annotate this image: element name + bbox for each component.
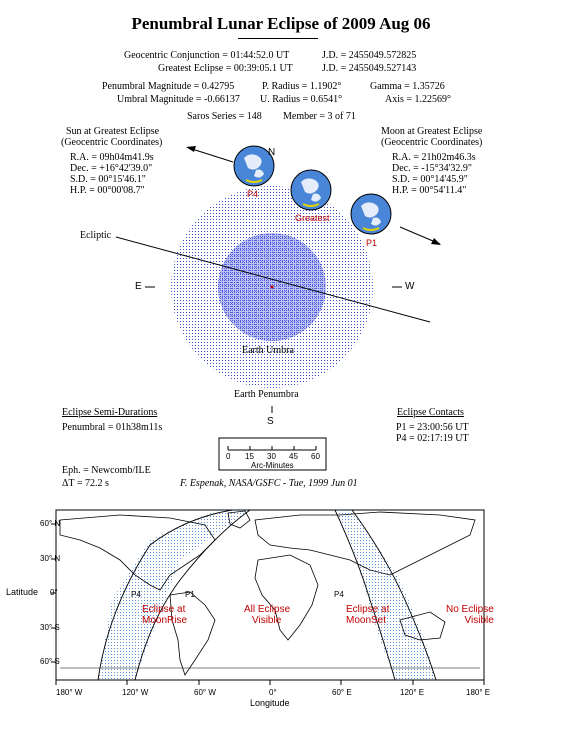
sun-subheading: (Geocentric Coordinates)	[61, 137, 163, 148]
moon-sd: S.D. = 00°14'45.9"	[392, 174, 468, 185]
greatest-label: Greatest	[295, 213, 330, 223]
p-radius: P. Radius = 1.1902°	[262, 81, 342, 92]
contact-p4: P4 = 02:17:19 UT	[396, 433, 469, 444]
scale-tick-15: 15	[245, 452, 254, 461]
sun-sd: S.D. = 00°15'46.1"	[70, 174, 146, 185]
region-no-eclipse: No Eclipse Visible	[446, 604, 494, 626]
lon-tick-180w: 180° W	[56, 688, 83, 697]
greatest-eclipse-time: Greatest Eclipse = 00:39:05.1 UT	[158, 63, 293, 74]
lon-tick-60w: 60° W	[194, 688, 216, 697]
gamma: Gamma = 1.35726	[370, 81, 445, 92]
latitude-axis-label: Latitude	[6, 587, 39, 597]
u-radius: U. Radius = 0.6541°	[260, 94, 343, 105]
shadow-center	[271, 286, 274, 289]
geocentric-conjunction: Geocentric Conjunction = 01:44:52.0 UT	[124, 50, 290, 61]
lat-tick-30n: 30° N	[40, 554, 61, 563]
scale-tick-60: 60	[311, 452, 320, 461]
moon-direction-arrow	[400, 227, 441, 245]
moon-ra: R.A. = 21h02m46.3s	[392, 152, 476, 163]
credit-line: F. Espenak, NASA/GSFC - Tue, 1999 Jun 01	[180, 478, 358, 489]
east-label: E	[135, 281, 142, 292]
scale-label: Arc-Minutes	[251, 461, 294, 470]
moon-greatest	[291, 170, 331, 210]
jd-conjunction: J.D. = 2455049.572825	[322, 50, 417, 61]
p4-contact-label: P4	[247, 189, 259, 199]
contact-p1: P1 = 23:00:56 UT	[396, 422, 469, 433]
scale-tick-45: 45	[289, 452, 298, 461]
south-label: S	[267, 416, 274, 427]
map-p1-left-label: P1	[185, 590, 195, 599]
sun-dec: Dec. = +16°42'39.0"	[70, 163, 153, 174]
p1-contact-label: P1	[366, 238, 378, 248]
delta-t: ΔT = 72.2 s	[62, 478, 109, 489]
ecliptic-label: Ecliptic	[80, 230, 112, 241]
ephemeris: Eph. = Newcomb/ILE	[62, 465, 151, 476]
lat-tick-60s: 60° S	[40, 657, 60, 666]
sun-heading: Sun at Greatest Eclipse	[66, 126, 160, 137]
scale-tick-0: 0	[226, 452, 231, 461]
saros-member: Member = 3 of 71	[283, 111, 356, 122]
moon-subheading: (Geocentric Coordinates)	[381, 137, 483, 148]
region-moonrise: Eclipse at MoonRise	[142, 604, 188, 626]
axis: Axis = 1.22569°	[385, 94, 452, 105]
lon-tick-60e: 60° E	[332, 688, 352, 697]
west-label: W	[405, 281, 415, 292]
scale-tick-30: 30	[267, 452, 276, 461]
north-label: N	[268, 147, 276, 158]
moon-hp: H.P. = 00°54'11.4"	[392, 185, 467, 196]
sun-ra: R.A. = 09h04m41.9s	[70, 152, 154, 163]
sun-direction-arrow	[186, 146, 233, 162]
map-p4-left-label: P4	[131, 590, 141, 599]
jd-greatest: J.D. = 2455049.527143	[322, 63, 417, 74]
penumbra-label: Earth Penumbra	[234, 389, 299, 400]
world-map	[51, 510, 484, 685]
saros-series: Saros Series = 148	[187, 111, 262, 122]
contacts-heading: Eclipse Contacts	[397, 407, 464, 418]
page-title: Penumbral Lunar Eclipse of 2009 Aug 06	[131, 14, 431, 33]
lon-tick-0: 0°	[269, 688, 277, 697]
region-moonset: Eclipse at MoonSet	[346, 604, 390, 626]
region-all-visible: All Eclipse Visible	[244, 604, 291, 626]
lon-tick-180e: 180° E	[466, 688, 491, 697]
map-p4-right-label: P4	[334, 590, 344, 599]
penumbral-magnitude: Penumbral Magnitude = 0.42795	[102, 81, 235, 92]
longitude-axis-label: Longitude	[250, 698, 290, 708]
lon-tick-120e: 120° E	[400, 688, 425, 697]
lat-tick-0: 0°	[50, 588, 58, 597]
moon-p1	[351, 194, 391, 234]
lat-tick-60n: 60° N	[40, 519, 61, 528]
penumbral-duration: Penumbral = 01h38m11s	[62, 422, 163, 433]
semi-durations-heading: Eclipse Semi-Durations	[62, 407, 158, 418]
umbral-magnitude: Umbral Magnitude = -0.66137	[117, 94, 240, 105]
lat-tick-30s: 30° S	[40, 623, 60, 632]
moon-dec: Dec. = -15°34'32.9"	[392, 163, 472, 174]
lon-tick-120w: 120° W	[122, 688, 149, 697]
moon-heading: Moon at Greatest Eclipse	[381, 126, 483, 137]
sun-hp: H.P. = 00°00'08.7"	[70, 185, 145, 196]
umbra-label: Earth Umbra	[242, 345, 294, 356]
